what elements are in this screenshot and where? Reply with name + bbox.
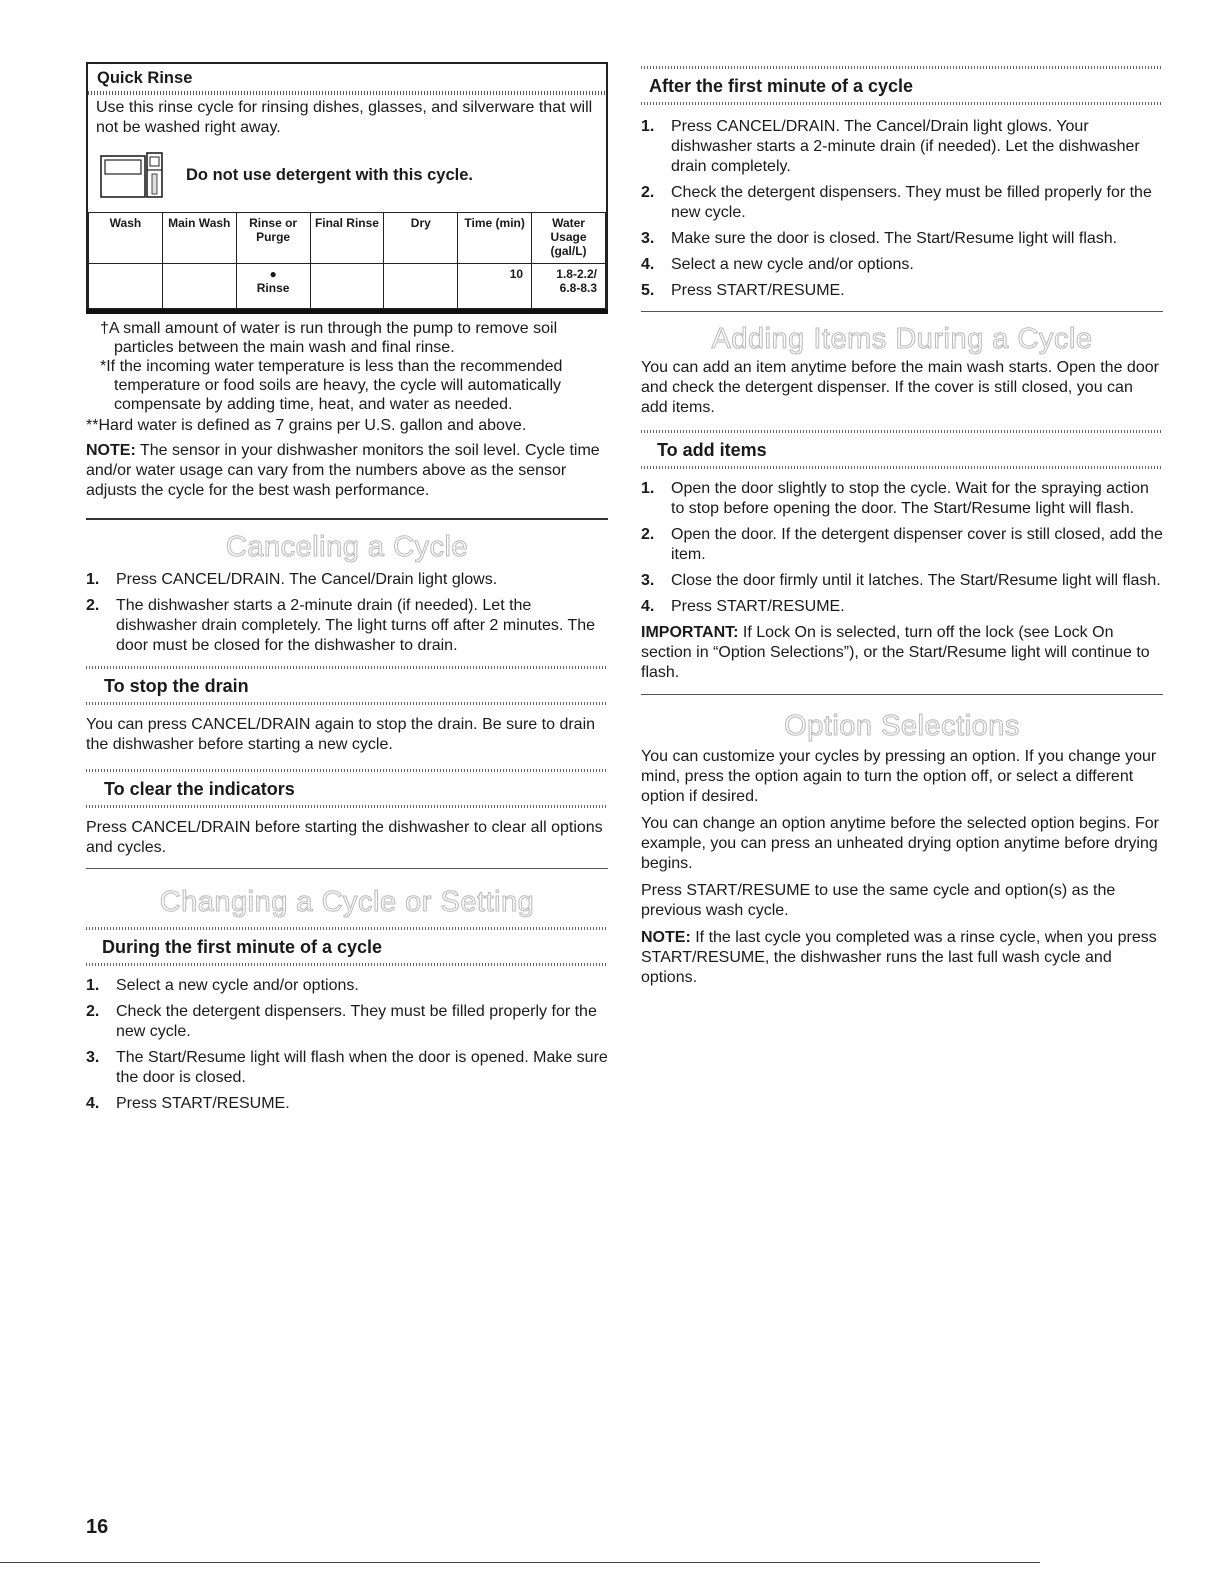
- during-steps: [86, 976, 608, 1114]
- quick-rinse-description: Use this rinse cycle for rinsing dishes, glasses, and silverware that will not be washed right away.: [96, 99, 593, 136]
- box-bottom-bar: [86, 309, 608, 314]
- header-final-rinse: Final Rinse: [310, 213, 384, 264]
- list-item: 4. Select a new cycle and/or options.: [641, 256, 914, 273]
- canceling-heading: Canceling a Cycle: [225, 531, 469, 563]
- no-detergent-dispenser-icon: [100, 152, 164, 198]
- list-item: 3. Make sure the door is closed. The Start/Resume light will flash.: [641, 230, 1118, 247]
- clear-indicators-title: To clear the indicators: [104, 779, 295, 799]
- page-bottom-rule: [0, 1562, 1040, 1563]
- options-note-text: If the last cycle you completed was a rinse cycle, when you press START/RESUME, the dishwasher runs the last full wash cycle and options.: [641, 929, 1157, 986]
- header-wash: Wash: [89, 213, 163, 264]
- footnote-dagger: †A small amount of water is run through the pump to remove soil particles between the main wash and final rinse.: [100, 320, 558, 356]
- cell-rinse: [236, 264, 310, 309]
- footnotes: [86, 319, 608, 501]
- cell-wash: [89, 264, 163, 309]
- add-items-title: To add items: [657, 440, 767, 460]
- cycle-table: [88, 212, 606, 309]
- list-item: 2. Open the door. If the detergent dispenser cover is still closed, add the item.: [641, 526, 1163, 563]
- hatch-divider: [641, 466, 1163, 469]
- list-item: 1. Press CANCEL/DRAIN. The Cancel/Drain light glows.: [86, 571, 498, 588]
- hatch-divider: [641, 102, 1163, 105]
- list-item: 2. Check the detergent dispensers. They must be filled properly for the new cycle.: [641, 184, 1152, 221]
- section-divider: [641, 311, 1163, 312]
- footnote-asterisk: *If the incoming water temperature is less than the recommended temperature or food soils are heavy, the cycle will automatically compensate by adding time, heat, and water as needed.: [100, 358, 563, 413]
- header-time: Time (min): [458, 213, 532, 264]
- after-steps: [641, 117, 1163, 301]
- list-item: 4. Press START/RESUME.: [86, 1095, 290, 1112]
- header-main-wash: Main Wash: [162, 213, 236, 264]
- list-item: 2. The dishwasher starts a 2-minute drain (if needed). Let the dishwasher drain completely. The light turns off after 2 minutes. The door must be closed for the dishwasher to drain.: [86, 597, 596, 654]
- left-column: [86, 62, 608, 1114]
- list-item: 4. Press START/RESUME.: [641, 598, 845, 615]
- hatch-divider: [86, 702, 608, 705]
- hatch-divider: [86, 963, 608, 966]
- water-liters: 6.8-8.3: [559, 281, 597, 295]
- add-items-steps: [641, 479, 1163, 617]
- during-first-minute-section: [86, 927, 608, 966]
- table-row: [89, 264, 606, 309]
- list-item: 2. Check the detergent dispensers. They must be filled properly for the new cycle.: [86, 1003, 597, 1040]
- header-water-usage: Water Usage (gal/L): [532, 213, 606, 264]
- clear-indicators-text: Press CANCEL/DRAIN before starting the dishwasher to clear all options and cycles.: [86, 819, 603, 856]
- list-item: 3. Close the door firmly until it latches. The Start/Resume light will flash.: [641, 572, 1161, 589]
- after-first-minute-title: After the first minute of a cycle: [649, 76, 914, 96]
- during-first-minute-title: During the first minute of a cycle: [102, 937, 383, 957]
- important-paragraph: [641, 623, 1163, 683]
- quick-rinse-title: Quick Rinse: [88, 62, 606, 91]
- stop-drain-section: [86, 666, 608, 705]
- cell-main-wash: [162, 264, 236, 309]
- cell-dry: [384, 264, 458, 309]
- stop-drain-text: You can press CANCEL/DRAIN again to stop the drain. Be sure to drain the dishwasher before starting a new cycle.: [86, 716, 596, 753]
- section-divider: [641, 694, 1163, 695]
- options-paragraph-3: Press START/RESUME to use the same cycle and option(s) as the previous wash cycle.: [641, 882, 1116, 919]
- section-divider: [86, 868, 608, 869]
- section-divider: [86, 518, 608, 520]
- cell-final-rinse: [310, 264, 384, 309]
- rinse-label: Rinse: [256, 281, 290, 295]
- cell-water: [532, 264, 606, 309]
- water-gal: 1.8-2.2/: [556, 267, 597, 281]
- list-item: 5. Press START/RESUME.: [641, 282, 845, 299]
- right-column: [641, 66, 1163, 988]
- list-item: 1. Open the door slightly to stop the cycle. Wait for the spraying action to stop before opening the door. The Start/Resume light will flash.: [641, 480, 1149, 517]
- important-label: IMPORTANT:: [641, 624, 739, 641]
- important-text: If Lock On is selected, turn off the lock (see Lock On section in “Option Selections”), or the Start/Resume light will continue to flash.: [641, 624, 1150, 681]
- detergent-warning: [88, 138, 606, 212]
- options-note-label: NOTE:: [641, 929, 691, 946]
- list-item: 3. The Start/Resume light will flash when the door is opened. Make sure the door is closed.: [86, 1049, 608, 1086]
- cell-time: 10: [458, 264, 532, 309]
- list-item: 1. Press CANCEL/DRAIN. The Cancel/Drain light glows. Your dishwasher starts a 2-minute drain (if needed). Let the dishwasher drain completely.: [641, 118, 1140, 175]
- options-note-paragraph: [641, 928, 1163, 988]
- add-items-section: [641, 430, 1163, 469]
- warning-text: Do not use detergent with this cycle.: [186, 165, 473, 184]
- table-header-row: [89, 213, 606, 264]
- note-paragraph: [86, 441, 608, 501]
- adding-heading: Adding Items During a Cycle: [711, 323, 1093, 355]
- changing-heading: Changing a Cycle or Setting: [159, 886, 535, 918]
- clear-indicators-section: [86, 769, 608, 808]
- footnote-hard-water: **Hard water is defined as 7 grains per U.S. gallon and above.: [86, 417, 527, 434]
- canceling-steps: [86, 570, 608, 656]
- note-label: NOTE:: [86, 442, 136, 459]
- rinse-dot: ●: [269, 267, 277, 281]
- page-number: 16: [86, 1516, 109, 1538]
- header-dry: Dry: [384, 213, 458, 264]
- adding-intro: You can add an item anytime before the main wash starts. Open the door and check the detergent dispenser. If the cover is still closed, you can add items.: [641, 359, 1159, 416]
- header-rinse-purge: Rinse or Purge: [236, 213, 310, 264]
- list-item: 1. Select a new cycle and/or options.: [86, 977, 359, 994]
- quick-rinse-box: [86, 62, 608, 309]
- stop-drain-title: To stop the drain: [104, 676, 249, 696]
- after-first-minute-section: [641, 66, 1163, 105]
- hatch-divider: [86, 805, 608, 808]
- options-heading: Option Selections: [784, 710, 1020, 742]
- options-paragraph-2: You can change an option anytime before the selected option begins. For example, you can press an unheated drying option anytime before drying begins.: [641, 815, 1159, 872]
- options-paragraph-1: You can customize your cycles by pressing an option. If you change your mind, press the option again to turn the option off, or select a different option if desired.: [641, 748, 1157, 805]
- note-text: The sensor in your dishwasher monitors the soil level. Cycle time and/or water usage can vary from the numbers above as the sensor adjusts the cycle for the best wash performance.: [86, 442, 600, 499]
